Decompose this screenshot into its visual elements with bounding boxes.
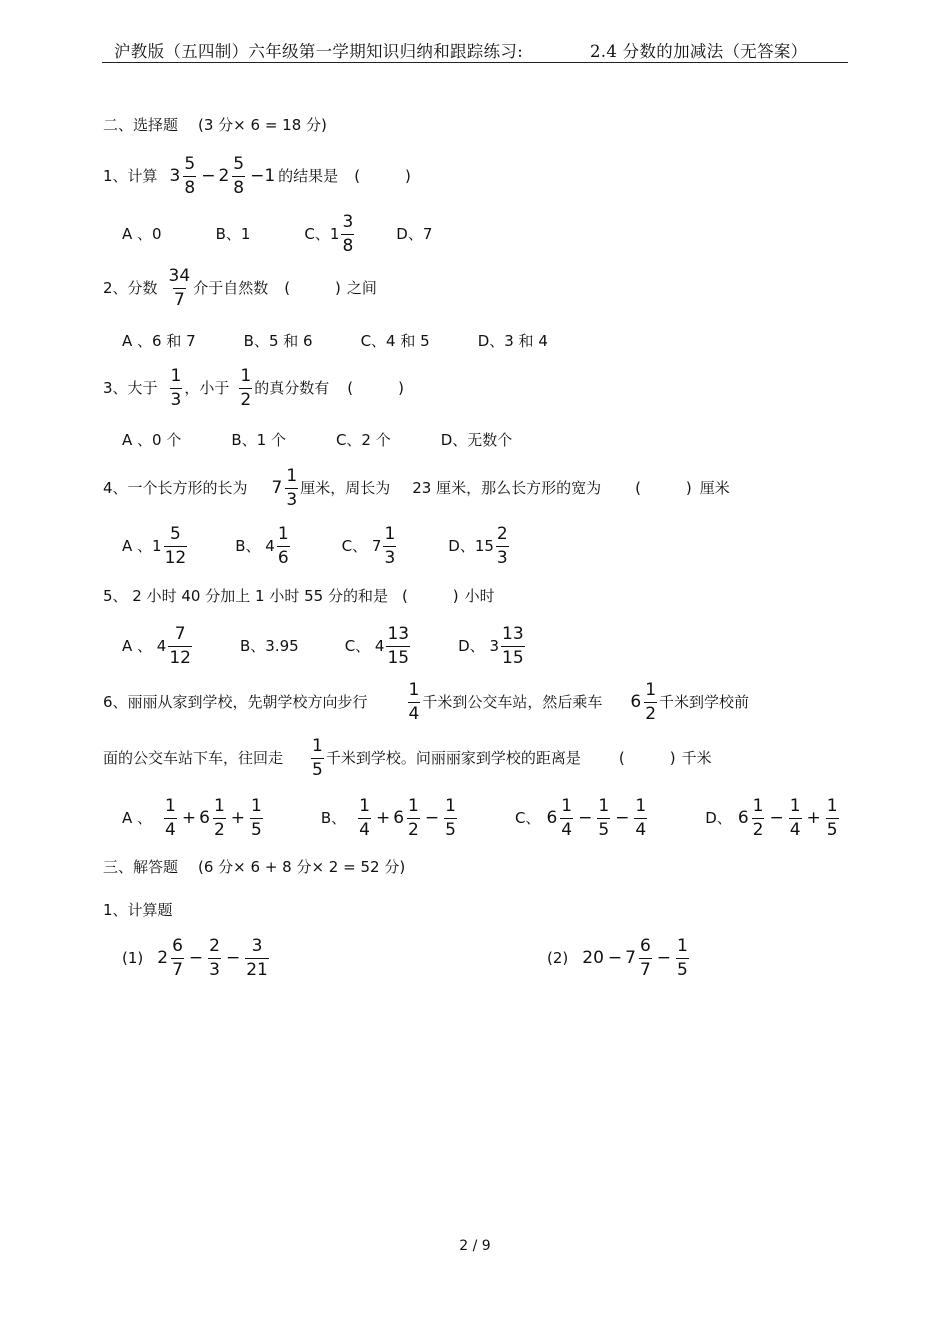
calc-p2-label: (2) bbox=[547, 949, 569, 967]
q6-b-op-2: − bbox=[424, 808, 440, 828]
calc-title-text: 1、计算题 bbox=[103, 901, 173, 919]
q6-option-a: A 、 bbox=[122, 809, 153, 827]
q4-option-d: D、15 bbox=[448, 537, 494, 555]
q6-c-fraction-2: $\frac{1}{5}$ bbox=[598, 796, 610, 840]
q4-whole: 7 bbox=[271, 478, 283, 498]
q1-tail: 的结果是 bbox=[278, 167, 339, 185]
q2-lead: 2、分数 bbox=[103, 279, 158, 297]
q2-option-d: D、3 和 4 bbox=[477, 332, 548, 350]
q2-option-b: B、5 和 6 bbox=[243, 332, 313, 350]
q1-whole-1: 3 bbox=[169, 166, 181, 186]
q6-d-whole: 6 bbox=[737, 808, 749, 828]
q3-fraction-2: 1 2 bbox=[240, 366, 252, 410]
q4-option-d-fraction: 2 3 bbox=[496, 524, 508, 568]
question-3 bbox=[103, 368, 404, 409]
q2-tail: 介于自然数 bbox=[193, 279, 269, 297]
q1-answer-blank: ( ) bbox=[354, 167, 411, 185]
header-right-title: 2.4 分数的加减法（无答案） bbox=[590, 42, 808, 61]
q1-fraction-2: 5 8 bbox=[233, 154, 245, 198]
q3-option-a: A 、0 个 bbox=[122, 431, 182, 449]
q6-d-op-2: + bbox=[806, 808, 821, 828]
q6-a-op-2: + bbox=[230, 808, 246, 828]
q3-mid: ，小于 bbox=[184, 379, 230, 397]
q6-fraction-3: 1 5 bbox=[312, 736, 323, 780]
section3-score: (6 分× 6 + 8 分× 2 = 52 分) bbox=[198, 858, 406, 876]
q6-b-whole: 6 bbox=[393, 808, 405, 828]
q6-option-c: C、 bbox=[514, 809, 541, 827]
calc-p1-whole: 2 bbox=[157, 948, 169, 968]
q6-mid: 千米到公交车站，然后乘车 bbox=[422, 693, 603, 711]
q3-option-c: C、2 个 bbox=[335, 431, 391, 449]
q6-d-fraction-3: $\frac{1}{5}$ bbox=[826, 796, 838, 840]
q5-option-b: B、3.95 bbox=[239, 637, 299, 655]
q6-c-fraction-1: 1 4 bbox=[561, 796, 573, 840]
q2-fraction: 34 7 bbox=[168, 266, 191, 310]
question-2 bbox=[103, 268, 377, 309]
calc-p2-fraction-1: 6 7 bbox=[639, 936, 651, 980]
question-6 bbox=[103, 682, 749, 723]
question-4 bbox=[103, 468, 730, 509]
q6-b-fraction-1: 1 4 bbox=[359, 796, 370, 840]
q1-option-a: A 、0 bbox=[122, 225, 162, 243]
q6-c-fraction-3: $\frac{1}{4}$ bbox=[635, 796, 647, 840]
q5-option-c: C、 4 bbox=[344, 637, 385, 655]
calc-problem-2 bbox=[547, 938, 691, 979]
q4-option-c-fraction: 1 3 bbox=[384, 524, 396, 568]
q4-answer-blank: ( ) bbox=[635, 479, 692, 497]
q4-options bbox=[122, 526, 511, 567]
q4-option-b-fraction: 1 6 bbox=[277, 524, 289, 568]
q6-option-b: B、 bbox=[320, 809, 347, 827]
q6-line-2: 面的公交车站下车，往回走 bbox=[103, 749, 284, 767]
calc-p2-fraction-2: $\frac{1}{5}$ bbox=[677, 936, 688, 980]
q6-a-fraction-2: 1 2 bbox=[213, 796, 225, 840]
q3-fraction-1: 1 3 bbox=[170, 366, 182, 410]
q1-option-d: D、7 bbox=[396, 225, 433, 243]
question-1 bbox=[103, 156, 411, 197]
q1-option-b: B、1 bbox=[215, 225, 251, 243]
q2-tail-2: 之间 bbox=[346, 279, 377, 297]
q3-options bbox=[122, 433, 512, 448]
q6-options bbox=[122, 798, 841, 839]
q5-answer-blank: ( ) bbox=[401, 587, 459, 605]
calc-p1-op-2: − bbox=[225, 948, 241, 968]
q4-lead: 4、一个长方形的长为 bbox=[103, 479, 248, 497]
q4-option-b: B、 4 bbox=[235, 537, 275, 555]
q3-tail: 的真分数有 bbox=[254, 379, 330, 397]
calc-p1-fraction-3: $\frac{3}{21}$ bbox=[246, 936, 268, 980]
section2-heading bbox=[103, 118, 327, 133]
calc-p2-number: 20 bbox=[582, 948, 604, 968]
calc-p1-label: (1) bbox=[122, 949, 144, 967]
q6-whole-2: 6 bbox=[630, 692, 642, 712]
q6-a-fraction-3: $\frac{1}{5}$ bbox=[251, 796, 262, 840]
q5-option-c-fraction: 13 15 bbox=[387, 624, 410, 668]
section2-title: 二、选择题 bbox=[103, 116, 179, 134]
q6-a-op-1: + bbox=[181, 808, 197, 828]
q4-mid: 厘米，周长为 bbox=[300, 479, 391, 497]
q5-option-d: D、 3 bbox=[458, 637, 499, 655]
q4-unit: 厘米 bbox=[699, 479, 730, 497]
question-5 bbox=[103, 589, 495, 604]
q6-d-op-1: − bbox=[769, 808, 784, 828]
q6-d-fraction-1: 1 2 bbox=[752, 796, 764, 840]
q4-perimeter: 23 厘米，那么长方形的宽为 bbox=[412, 479, 602, 497]
q2-answer-blank: ( ) bbox=[284, 279, 341, 297]
q1-whole-2: 2 bbox=[218, 166, 230, 186]
q2-option-c: C、4 和 5 bbox=[360, 332, 430, 350]
q1-lead: 1、计算 bbox=[103, 167, 158, 185]
q6-lead: 6、丽丽从家到学校，先朝学校方向步行 bbox=[103, 693, 368, 711]
q6-option-d: D、 bbox=[705, 809, 732, 827]
q1-options bbox=[122, 214, 432, 255]
q6-answer-blank: ( ) bbox=[618, 749, 676, 767]
calc-p1-fraction-2: $\frac{2}{3}$ bbox=[209, 936, 220, 980]
q6-c-op-1: − bbox=[578, 808, 593, 828]
q3-option-b: B、1 个 bbox=[231, 431, 286, 449]
question-6-line-2 bbox=[103, 738, 712, 779]
q1-op-1: − bbox=[201, 166, 216, 186]
q4-option-a-fraction: 5 12 bbox=[164, 524, 187, 568]
calc-problem-1 bbox=[122, 938, 271, 979]
q4-option-a: A 、1 bbox=[122, 537, 162, 555]
q6-a-fraction-1: 1 4 bbox=[165, 796, 176, 840]
q6-fraction-1: 1 4 bbox=[408, 680, 420, 724]
q2-options bbox=[122, 334, 548, 349]
calc-p2-op-1: − bbox=[607, 948, 623, 968]
q5-option-a-fraction: 7 12 bbox=[169, 624, 191, 668]
q4-fraction: 1 3 bbox=[286, 466, 298, 510]
q6-tail-2: 千米到学校。问丽丽家到学校的距离是 bbox=[325, 749, 581, 767]
q6-a-whole: 6 bbox=[199, 808, 210, 828]
header-left-title: 沪教版（五四制）六年级第一学期知识归纳和跟踪练习: bbox=[114, 42, 524, 61]
q6-d-fraction-2: $\frac{1}{4}$ bbox=[789, 796, 801, 840]
section3-heading bbox=[103, 860, 405, 875]
calc-p2-op-2: − bbox=[656, 948, 672, 968]
section3-title: 三、解答题 bbox=[103, 858, 179, 876]
q1-fraction-1: 5 8 bbox=[184, 154, 196, 198]
q1-op-2: −1 bbox=[250, 166, 276, 186]
calc-title bbox=[103, 903, 173, 918]
q6-b-fraction-3: $\frac{1}{5}$ bbox=[445, 796, 456, 840]
q5-option-a: A 、 4 bbox=[122, 637, 167, 655]
q4-option-c: C、 7 bbox=[341, 537, 382, 555]
q5-unit: 小时 bbox=[464, 587, 495, 605]
q3-option-d: D、无数个 bbox=[440, 431, 513, 449]
q6-unit: 千米 bbox=[681, 749, 712, 767]
page-header bbox=[102, 34, 848, 63]
calc-p1-op-1: − bbox=[188, 948, 204, 968]
q5-text: 5、 2 小时 40 分加上 1 小时 55 分的和是 bbox=[103, 587, 388, 605]
section2-score: (3 分× 6 = 18 分) bbox=[198, 116, 327, 134]
q3-answer-blank: ( ) bbox=[347, 379, 404, 397]
q3-lead: 3、大于 bbox=[103, 379, 158, 397]
q1-option-c: C、1 bbox=[304, 225, 340, 243]
q6-c-op-2: − bbox=[615, 808, 630, 828]
q6-c-whole: 6 bbox=[546, 808, 558, 828]
calc-p2-whole: 7 bbox=[625, 948, 636, 968]
q6-tail: 千米到学校前 bbox=[659, 693, 750, 711]
q1-option-c-fraction: 3 8 bbox=[342, 212, 354, 256]
q6-b-op-1: + bbox=[375, 808, 391, 828]
q5-options bbox=[122, 626, 527, 667]
q6-fraction-2: 1 2 bbox=[645, 680, 657, 724]
q5-option-d-fraction: 13 15 bbox=[502, 624, 524, 668]
page-number: 2 / 9 bbox=[459, 1238, 491, 1254]
q6-b-fraction-2: 1 2 bbox=[408, 796, 419, 840]
calc-p1-fraction-1: 6 7 bbox=[172, 936, 183, 980]
q2-option-a: A 、6 和 7 bbox=[122, 332, 196, 350]
